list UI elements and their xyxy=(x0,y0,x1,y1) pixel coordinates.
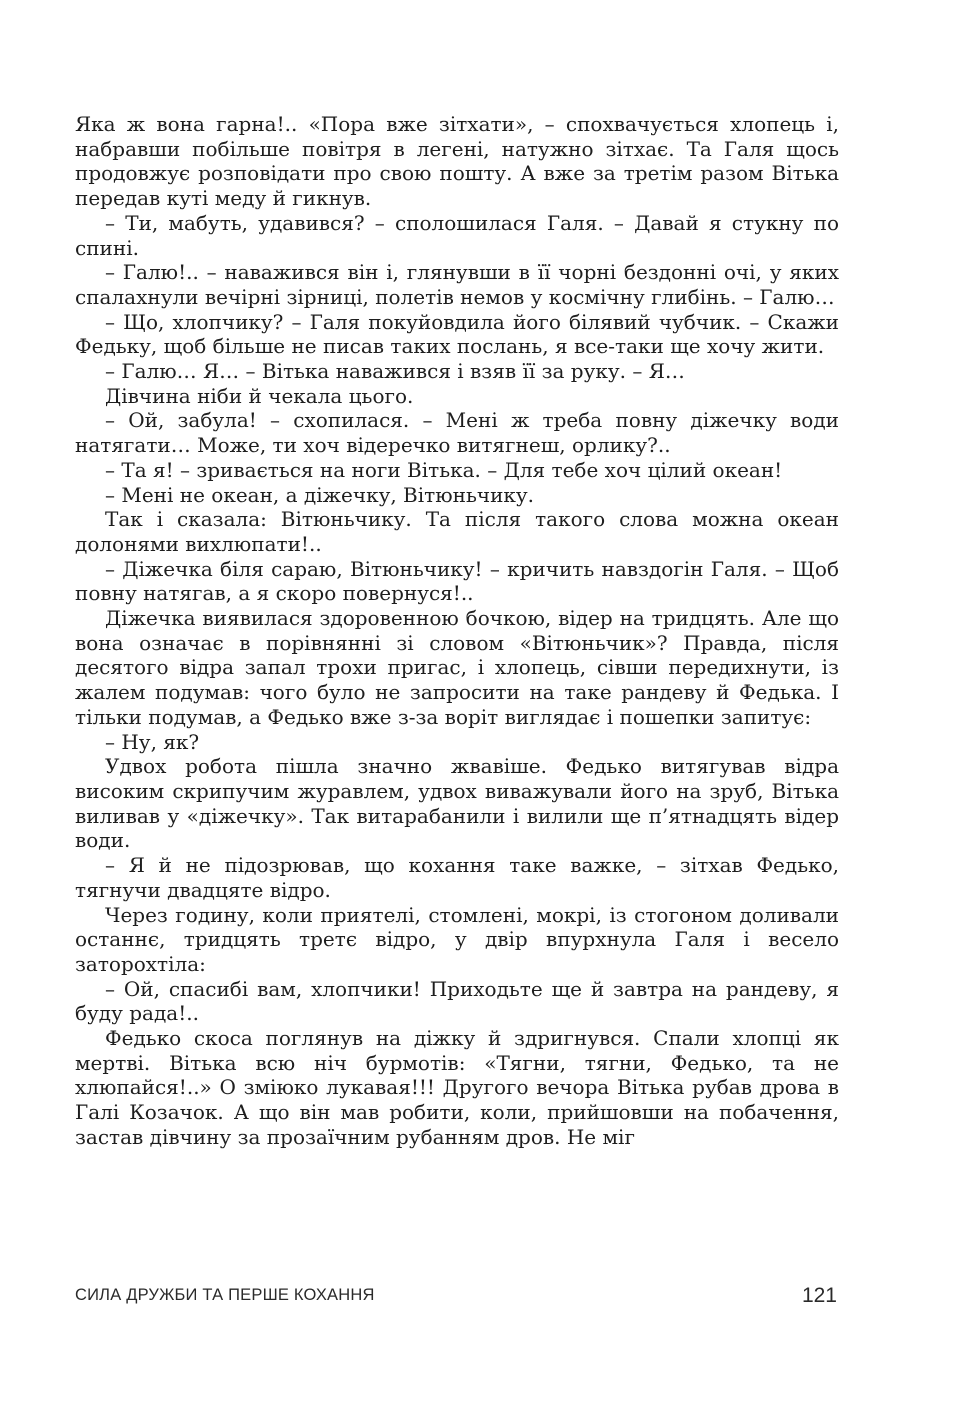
paragraph: Федько скоса поглянув на діжку й здригнувся. Спали хлопці як мертві. Вітька всю ніч бурмотів: «Тягни, тягни, Федько, та не хлюпайся!..» О зміюко лукавая!!! Другого вечора Вітька рубав дрова в Галі Козачок. А що він мав робити, коли, прийшовши на побачення, застав дівчину за прозаїчним рубанням дров. Не міг xyxy=(75,1026,839,1149)
paragraph: Діжечка виявилася здоровенною бочкою, відер на тридцять. Але що вона означає в порівнянні зі словом «Вітюньчик»? Правда, після десятого відра запал трохи пригас, і хлопець, сівши передихнути, із жалем подумав: чого було не запросити на таке рандеву й Федька. І тільки подумав, а Федько вже з-за воріт виглядає і пошепки запитує: xyxy=(75,606,839,729)
paragraph: – Галю!.. – наважився він і, глянувши в її чорні бездонні очі, у яких спалахнули вечірні зірниці, полетів немов у космічну глибінь. – Галю… xyxy=(75,260,839,309)
paragraph: Через годину, коли приятелі, стомлені, мокрі, із стогоном доливали останнє, тридцять третє відро, у двір впурхнула Галя і весело заторохтіла: xyxy=(75,902,839,976)
page-footer xyxy=(75,1284,839,1310)
paragraph: – Мені не океан, а діжечку, Вітюньчику. xyxy=(105,482,535,507)
paragraph: – Ти, мабуть, удавився? – сполошилася Галя. – Давай я стукну по спині. xyxy=(75,210,839,260)
paragraph: – Діжечка біля сараю, Вітюньчику! – кричить навздогін Галя. – Щоб повну натягав, а я скоро повернуся!.. xyxy=(75,556,839,606)
paragraph: – Я й не підозрював, що кохання таке важке, – зітхав Федько, тягнучи двадцяте відро. xyxy=(75,853,839,902)
paragraph: Яка ж вона гарна!.. «Пора вже зітхати», – спохвачується хлопець і, набравши побільше повітря в легені, натужно зітхає. Та Галя щось продовжує розповідати про свою пошту. А вже за третім разом Вітька передав куті меду й гикнув. xyxy=(75,112,839,211)
page-number: 121 xyxy=(801,1284,837,1307)
paragraph: Удвох робота пішла значно жвавіше. Федько витягував відра високим скрипучим журавлем, удвох виважували його на зруб, Вітька виливав у «діжечку». Так витарабанили і вилили ще п’ятнадцять відер води. xyxy=(75,754,839,853)
paragraph: – Що, хлопчику? – Галя покуйовдила його білявий чубчик. – Скажи Федьку, щоб більше не писав таких послань, я все-таки ще хочу жити. xyxy=(75,309,839,359)
running-footer-title: СИЛА ДРУЖБИ ТА ПЕРШЕ КОХАННЯ xyxy=(75,1286,375,1304)
paragraph: – Та я! – зривається на ноги Вітька. – Для тебе хоч цілий океан! xyxy=(105,457,783,482)
paragraph: – Ой, спасибі вам, хлопчики! Приходьте ще й завтра на рандеву, я буду рада!.. xyxy=(75,976,839,1026)
paragraph: Дівчина ніби й чекала цього. xyxy=(105,383,414,408)
page-text xyxy=(75,112,839,1150)
paragraph: Так і сказала: Вітюньчику. Та після такого слова можна океан долонями вихлюпати!.. xyxy=(75,507,839,556)
paragraph: – Галю… Я… – Вітька наважився і взяв її за руку. – Я… xyxy=(105,359,685,384)
paragraph: – Ну, як? xyxy=(105,729,200,754)
paragraph: – Ой, забула! – схопилася. – Мені ж треба повну діжечку води натягати… Може, ти хоч відеречко витягнеш, орлику?.. xyxy=(75,408,839,458)
